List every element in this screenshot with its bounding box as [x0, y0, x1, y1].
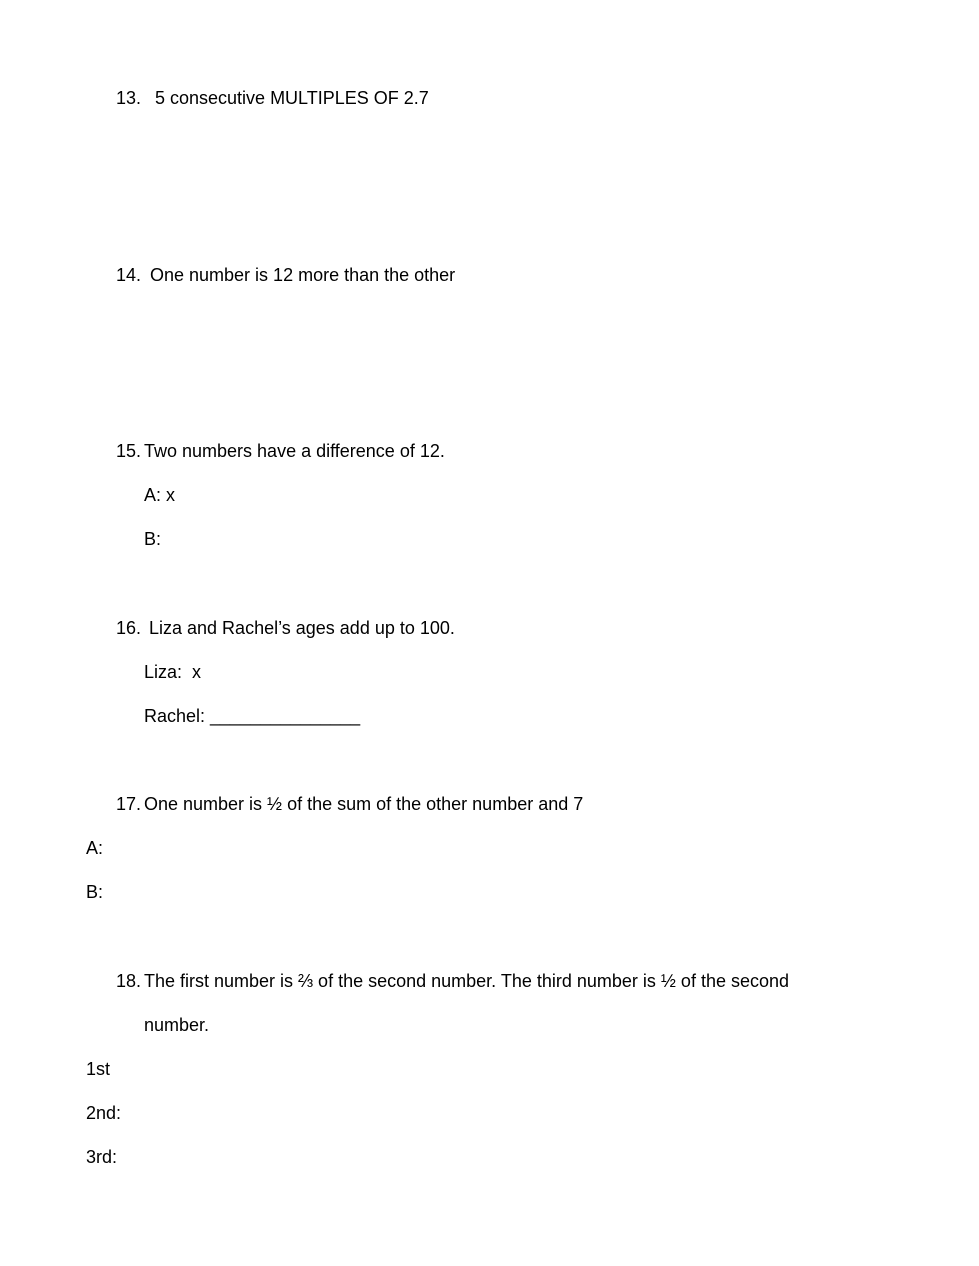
- question-18-text: The first number is ⅔ of the second number. The third number is ½ of the second: [144, 971, 790, 991]
- question-16-answer-liza: Liza: x: [144, 662, 202, 682]
- question-18-text-continuation: number.: [144, 1015, 210, 1035]
- question-16-answer-rachel: Rachel: _______________: [144, 706, 361, 726]
- question-17-text: One number is ½ of the sum of the other number and 7: [144, 794, 584, 814]
- question-15-text: Two numbers have a difference of 12.: [144, 441, 445, 461]
- question-14-number: 14.: [116, 265, 142, 285]
- question-18-answer-3rd: 3rd:: [86, 1147, 118, 1167]
- question-15-answer-b: B:: [144, 529, 162, 549]
- question-17-answer-b: B:: [86, 882, 104, 902]
- question-15-answer-a: A: x: [144, 485, 176, 505]
- question-16-text: Liza and Rachel’s ages add up to 100.: [149, 618, 455, 638]
- question-18-answer-2nd: 2nd:: [86, 1103, 122, 1123]
- question-14-text: One number is 12 more than the other: [150, 265, 456, 285]
- question-13-number: 13.: [116, 88, 142, 108]
- question-13-text: 5 consecutive MULTIPLES OF 2.7: [155, 88, 429, 108]
- question-16-number: 16.: [116, 618, 142, 638]
- question-18-answer-1st: 1st: [86, 1059, 111, 1079]
- question-17-number: 17.: [116, 794, 142, 814]
- question-17-answer-a: A:: [86, 838, 104, 858]
- question-15-number: 15.: [116, 441, 142, 461]
- question-18-number: 18.: [116, 971, 142, 991]
